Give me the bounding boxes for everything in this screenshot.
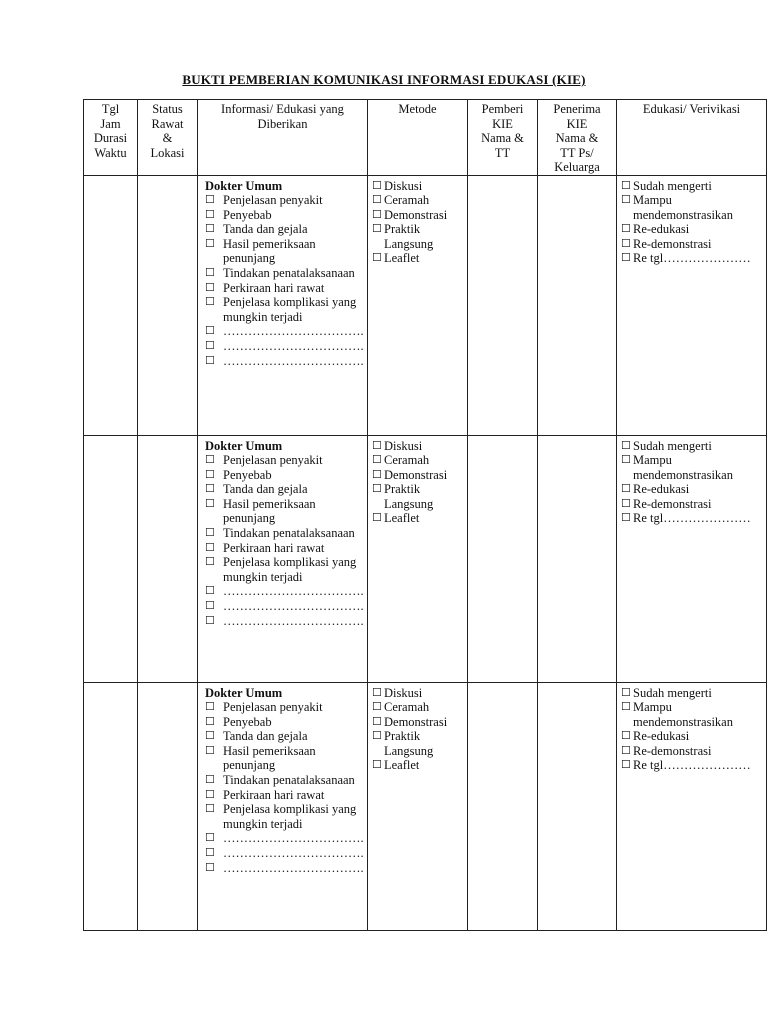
checkbox-icon[interactable]: ☐	[205, 325, 215, 338]
checkbox-icon[interactable]: ☐	[205, 267, 215, 280]
info-item[interactable]	[205, 773, 363, 788]
info-item-label: …………………………….	[223, 613, 364, 628]
edukasi-option[interactable]	[621, 251, 764, 266]
checkbox-icon[interactable]: ☐	[205, 715, 215, 728]
checkbox-icon[interactable]: ☐	[205, 832, 215, 845]
metode-cell	[368, 435, 468, 682]
checkbox-icon[interactable]: ☐	[372, 715, 382, 728]
checkbox-icon[interactable]: ☐	[205, 483, 215, 496]
checkbox-icon[interactable]: ☐	[621, 744, 631, 757]
edukasi-option-label: Re-demonstrasi	[633, 496, 712, 511]
info-item-label: Tindakan penatalaksanaan	[223, 266, 355, 281]
info-item[interactable]	[205, 339, 363, 354]
info-item[interactable]	[205, 744, 363, 773]
checkbox-icon[interactable]: ☐	[621, 497, 631, 510]
edukasi-option-label: Sudah mengerti	[633, 438, 712, 453]
metode-option-label: Praktik Langsung	[384, 222, 434, 251]
checkbox-icon[interactable]: ☐	[205, 861, 215, 874]
tgl-cell[interactable]	[84, 682, 138, 930]
checkbox-icon[interactable]: ☐	[205, 454, 215, 467]
metode-option-label: Leaflet	[384, 251, 420, 266]
metode-cell	[368, 175, 468, 435]
info-item-label: Perkiraan hari rawat	[223, 280, 325, 295]
metode-option[interactable]	[372, 686, 465, 701]
info-item[interactable]	[205, 700, 363, 715]
info-item[interactable]	[205, 453, 363, 468]
header-status: Status Rawat & Lokasi	[138, 100, 198, 176]
info-item[interactable]	[205, 584, 363, 599]
header-row	[84, 100, 767, 176]
info-item[interactable]	[205, 193, 363, 208]
checkbox-icon[interactable]: ☐	[205, 468, 215, 481]
header-metode: Metode	[368, 100, 468, 176]
pemberi-cell[interactable]	[468, 175, 538, 435]
info-item[interactable]	[205, 831, 363, 846]
edukasi-option[interactable]	[621, 482, 764, 497]
metode-option-label: Praktik Langsung	[384, 482, 434, 511]
checkbox-icon[interactable]: ☐	[621, 439, 631, 452]
info-item-label: Tanda dan gejala	[223, 482, 308, 497]
info-item[interactable]	[205, 614, 363, 629]
checkbox-icon[interactable]: ☐	[621, 252, 631, 265]
informasi-cell	[198, 175, 368, 435]
checkbox-icon[interactable]: ☐	[621, 483, 631, 496]
checkbox-icon[interactable]: ☐	[621, 701, 631, 714]
info-item[interactable]	[205, 788, 363, 803]
edukasi-option[interactable]	[621, 729, 764, 744]
info-item[interactable]	[205, 281, 363, 296]
header-pemberi: Pemberi KIE Nama & TT	[468, 100, 538, 176]
checkbox-icon[interactable]: ☐	[205, 208, 215, 221]
edukasi-option-label: Re tgl…………………	[633, 511, 751, 526]
checkbox-icon[interactable]: ☐	[372, 252, 382, 265]
edukasi-option[interactable]	[621, 686, 764, 701]
info-item-label: Tindakan penatalaksanaan	[223, 773, 355, 788]
table-row	[84, 435, 767, 682]
edukasi-option-label: Mampu mendemonstrasikan	[633, 193, 733, 222]
metode-option-label: Leaflet	[384, 758, 420, 773]
checkbox-icon[interactable]: ☐	[205, 237, 215, 250]
info-item-label: Tindakan penatalaksanaan	[223, 526, 355, 541]
info-item-label: Tanda dan gejala	[223, 729, 308, 744]
metode-option-label: Ceramah	[384, 453, 430, 468]
info-item[interactable]	[205, 295, 363, 324]
checkbox-icon[interactable]: ☐	[205, 497, 215, 510]
info-item[interactable]	[205, 208, 363, 223]
edukasi-option-label: Re-edukasi	[633, 222, 690, 237]
checkbox-icon[interactable]: ☐	[372, 483, 382, 496]
edukasi-option[interactable]	[621, 193, 764, 222]
edukasi-option-label: Re-demonstrasi	[633, 743, 712, 758]
checkbox-icon[interactable]: ☐	[205, 556, 215, 569]
metode-option[interactable]	[372, 715, 465, 730]
info-item[interactable]	[205, 555, 363, 584]
checkbox-icon[interactable]: ☐	[372, 686, 382, 699]
info-item-label: Penjelasa komplikasi yang mungkin terjadi	[223, 295, 357, 324]
info-item[interactable]	[205, 846, 363, 861]
metode-option[interactable]	[372, 468, 465, 483]
metode-option[interactable]	[372, 208, 465, 223]
checkbox-icon[interactable]: ☐	[621, 454, 631, 467]
info-item-label: Perkiraan hari rawat	[223, 540, 325, 555]
tgl-cell[interactable]	[84, 175, 138, 435]
checkbox-icon[interactable]: ☐	[205, 730, 215, 743]
metode-option[interactable]	[372, 179, 465, 194]
metode-option[interactable]	[372, 729, 465, 758]
metode-option[interactable]	[372, 511, 465, 526]
metode-option-label: Praktik Langsung	[384, 729, 434, 758]
edukasi-option-label: Sudah mengerti	[633, 178, 712, 193]
checkbox-icon[interactable]: ☐	[205, 774, 215, 787]
info-item-label: Penjelasa komplikasi yang mungkin terjadi	[223, 802, 357, 831]
checkbox-icon[interactable]: ☐	[205, 600, 215, 613]
status-cell[interactable]	[138, 175, 198, 435]
dokter-heading: Dokter Umum	[205, 438, 283, 453]
dokter-heading: Dokter Umum	[205, 178, 283, 193]
checkbox-icon[interactable]: ☐	[205, 788, 215, 801]
checkbox-icon[interactable]: ☐	[205, 527, 215, 540]
edukasi-option-label: Sudah mengerti	[633, 685, 712, 700]
edukasi-cell	[617, 435, 767, 682]
info-item-label: Hasil pemeriksaan penunjang	[223, 743, 316, 773]
edukasi-option[interactable]	[621, 453, 764, 482]
metode-option[interactable]	[372, 700, 465, 715]
metode-option[interactable]	[372, 251, 465, 266]
info-item[interactable]	[205, 482, 363, 497]
info-item[interactable]	[205, 324, 363, 339]
metode-option-label: Diskusi	[384, 178, 423, 193]
checkbox-icon[interactable]: ☐	[205, 541, 215, 554]
edukasi-option[interactable]	[621, 439, 764, 454]
informasi-cell	[198, 435, 368, 682]
metode-option-label: Diskusi	[384, 685, 423, 700]
checkbox-icon[interactable]: ☐	[372, 179, 382, 192]
pemberi-cell[interactable]	[468, 435, 538, 682]
checkbox-icon[interactable]: ☐	[372, 223, 382, 236]
edukasi-option-label: Re tgl…………………	[633, 758, 751, 773]
edukasi-option-label: Re-edukasi	[633, 482, 690, 497]
info-item-label: Penyebab	[223, 207, 272, 222]
info-item[interactable]	[205, 729, 363, 744]
info-item-label: …………………………….	[223, 339, 364, 354]
info-item[interactable]	[205, 266, 363, 281]
info-item-label: Penjelasan penyakit	[223, 193, 323, 208]
info-item-label: Penjelasan penyakit	[223, 700, 323, 715]
edukasi-option[interactable]	[621, 237, 764, 252]
checkbox-icon[interactable]: ☐	[621, 686, 631, 699]
edukasi-option[interactable]	[621, 497, 764, 512]
metode-option[interactable]	[372, 193, 465, 208]
info-item-label: Penjelasa komplikasi yang mungkin terjadi	[223, 555, 357, 584]
status-cell[interactable]	[138, 682, 198, 930]
info-item[interactable]	[205, 468, 363, 483]
checkbox-icon[interactable]: ☐	[205, 223, 215, 236]
info-item-label: …………………………….	[223, 846, 364, 861]
checkbox-icon[interactable]: ☐	[205, 701, 215, 714]
penerima-cell[interactable]	[538, 682, 617, 930]
metode-option-label: Demonstrasi	[384, 467, 448, 482]
info-item[interactable]	[205, 497, 363, 526]
info-item-label: …………………………….	[223, 831, 364, 846]
info-item[interactable]	[205, 526, 363, 541]
checkbox-icon[interactable]: ☐	[205, 744, 215, 757]
info-item[interactable]	[205, 715, 363, 730]
edukasi-option-label: Re-demonstrasi	[633, 236, 712, 251]
info-item-label: …………………………….	[223, 324, 364, 339]
info-item-label: Penyebab	[223, 714, 272, 729]
checkbox-icon[interactable]: ☐	[205, 847, 215, 860]
edukasi-cell	[617, 175, 767, 435]
pemberi-cell[interactable]	[468, 682, 538, 930]
edukasi-option-label: Mampu mendemonstrasikan	[633, 453, 733, 482]
checkbox-icon[interactable]: ☐	[205, 354, 215, 367]
checkbox-icon[interactable]: ☐	[621, 179, 631, 192]
info-item-label: Perkiraan hari rawat	[223, 787, 325, 802]
info-item-label: …………………………….	[223, 584, 364, 599]
info-item-label: Hasil pemeriksaan penunjang	[223, 496, 316, 526]
metode-cell	[368, 682, 468, 930]
metode-option-label: Leaflet	[384, 511, 420, 526]
edukasi-option[interactable]	[621, 179, 764, 194]
edukasi-option[interactable]	[621, 511, 764, 526]
metode-option[interactable]	[372, 453, 465, 468]
checkbox-icon[interactable]: ☐	[372, 759, 382, 772]
checkbox-icon[interactable]: ☐	[621, 194, 631, 207]
checkbox-icon[interactable]: ☐	[205, 614, 215, 627]
tgl-cell[interactable]	[84, 435, 138, 682]
edukasi-option-label: Mampu mendemonstrasikan	[633, 700, 733, 729]
metode-option[interactable]	[372, 222, 465, 251]
edukasi-option-label: Re-edukasi	[633, 729, 690, 744]
info-item[interactable]	[205, 237, 363, 266]
info-item-label: …………………………….	[223, 599, 364, 614]
info-item-label: Penjelasan penyakit	[223, 453, 323, 468]
checkbox-icon[interactable]: ☐	[205, 585, 215, 598]
info-item-label: …………………………….	[223, 860, 364, 875]
info-item[interactable]	[205, 802, 363, 831]
checkbox-icon[interactable]: ☐	[621, 512, 631, 525]
info-item[interactable]	[205, 599, 363, 614]
checkbox-icon[interactable]: ☐	[372, 468, 382, 481]
metode-option[interactable]	[372, 758, 465, 773]
header-informasi: Informasi/ Edukasi yang Diberikan	[198, 100, 368, 176]
checkbox-icon[interactable]: ☐	[205, 803, 215, 816]
metode-option-label: Demonstrasi	[384, 714, 448, 729]
info-item[interactable]	[205, 354, 363, 369]
informasi-cell	[198, 682, 368, 930]
info-item-label: Penyebab	[223, 467, 272, 482]
info-item-label: Hasil pemeriksaan penunjang	[223, 236, 316, 266]
metode-option[interactable]	[372, 439, 465, 454]
checkbox-icon[interactable]: ☐	[372, 454, 382, 467]
metode-option-label: Ceramah	[384, 193, 430, 208]
checkbox-icon[interactable]: ☐	[372, 730, 382, 743]
info-item[interactable]	[205, 222, 363, 237]
kie-table	[83, 99, 767, 931]
checkbox-icon[interactable]: ☐	[621, 759, 631, 772]
checkbox-icon[interactable]: ☐	[621, 223, 631, 236]
header-edukasi: Edukasi/ Verivikasi	[617, 100, 767, 176]
edukasi-option[interactable]	[621, 758, 764, 773]
checkbox-icon[interactable]: ☐	[621, 730, 631, 743]
edukasi-cell	[617, 682, 767, 930]
checkbox-icon[interactable]: ☐	[372, 512, 382, 525]
status-cell[interactable]	[138, 435, 198, 682]
edukasi-option[interactable]	[621, 744, 764, 759]
table-row	[84, 175, 767, 435]
metode-option-label: Ceramah	[384, 700, 430, 715]
edukasi-option[interactable]	[621, 700, 764, 729]
metode-option-label: Diskusi	[384, 438, 423, 453]
checkbox-icon[interactable]: ☐	[372, 194, 382, 207]
checkbox-icon[interactable]: ☐	[372, 701, 382, 714]
info-item[interactable]	[205, 541, 363, 556]
checkbox-icon[interactable]: ☐	[372, 439, 382, 452]
checkbox-icon[interactable]: ☐	[372, 208, 382, 221]
info-item-label: …………………………….	[223, 353, 364, 368]
edukasi-option-label: Re tgl…………………	[633, 251, 751, 266]
checkbox-icon[interactable]: ☐	[205, 296, 215, 309]
info-item-label: Tanda dan gejala	[223, 222, 308, 237]
table-row	[84, 682, 767, 930]
document-title: BUKTI PEMBERIAN KOMUNIKASI INFORMASI EDUKASI (KIE)	[182, 72, 586, 87]
edukasi-option[interactable]	[621, 222, 764, 237]
metode-option-label: Demonstrasi	[384, 207, 448, 222]
checkbox-icon[interactable]: ☐	[205, 340, 215, 353]
checkbox-icon[interactable]: ☐	[205, 194, 215, 207]
checkbox-icon[interactable]: ☐	[621, 237, 631, 250]
header-penerima: Penerima KIE Nama & TT Ps/ Keluarga	[538, 100, 617, 176]
info-item[interactable]	[205, 861, 363, 876]
penerima-cell[interactable]	[538, 175, 617, 435]
dokter-heading: Dokter Umum	[205, 685, 283, 700]
metode-option[interactable]	[372, 482, 465, 511]
checkbox-icon[interactable]: ☐	[205, 281, 215, 294]
penerima-cell[interactable]	[538, 435, 617, 682]
header-tgl: Tgl Jam Durasi Waktu	[84, 100, 138, 176]
